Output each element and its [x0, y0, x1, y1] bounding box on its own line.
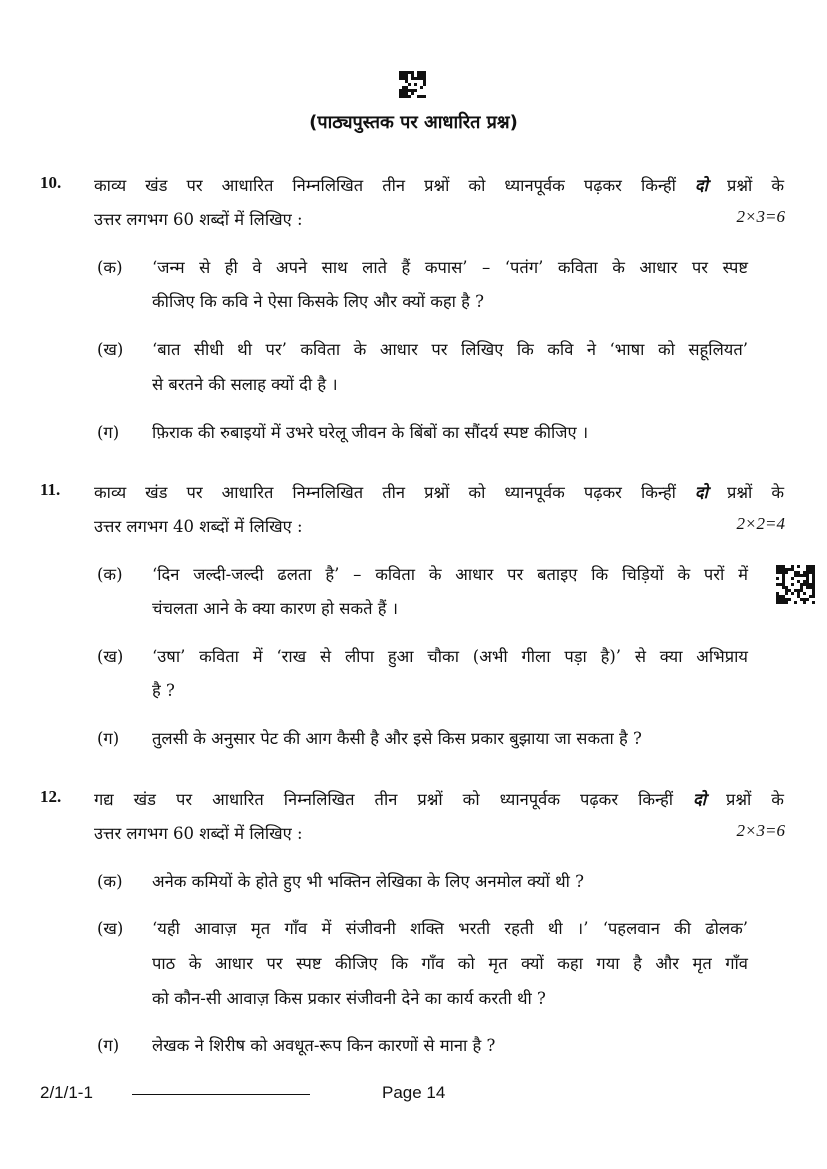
part-text: फ़िराक की रुबाइयों में उभरे घरेलू जीवन के बिंबों का सौंदर्य स्पष्ट कीजिए ।: [152, 423, 589, 442]
part-label: (क): [97, 872, 123, 891]
part-text: ‘दिन जल्दी-जल्दी ढलता है’ – कविता के आधार पर बताइए कि चिड़ियों के परों में: [152, 565, 748, 584]
question-number: 11.: [40, 480, 61, 499]
section-heading: (पाठ्यपुस्तक पर आधारित प्रश्न): [309, 112, 518, 133]
part-text: ‘बात सीधी थी पर’ कविता के आधार पर लिखिए कि कवि ने ‘भाषा को सहूलियत’: [152, 340, 748, 359]
marks: 2×3=6: [736, 821, 785, 840]
qr-code-icon: [399, 71, 426, 98]
part-label: (ग): [97, 729, 120, 748]
part-label: (ख): [97, 340, 124, 359]
paper-code: 2/1/1-1: [40, 1083, 93, 1102]
question-intro: गद्य खंड पर आधारित निम्नलिखित तीन प्रश्नों को ध्यानपूर्वक पढ़कर किन्हीं दो प्रश्नों के: [94, 790, 784, 809]
question-intro: काव्य खंड पर आधारित निम्नलिखित तीन प्रश्नों को ध्यानपूर्वक पढ़कर किन्हीं दो प्रश्नों के: [94, 176, 785, 195]
emphasis-word: दो: [694, 176, 708, 195]
part-text: से बरतने की सलाह क्यों दी है ।: [152, 375, 338, 394]
question-intro-line: उत्तर लगभग 60 शब्दों में लिखिए :: [94, 824, 303, 843]
part-text: ‘उषा’ कविता में ‘राख से लीपा हुआ चौका (अभी गीला पड़ा है)’ से क्या अभिप्राय: [152, 647, 748, 666]
page-number: Page 14: [382, 1083, 446, 1102]
part-text: लेखक ने शिरीष को अवधूत-रूप किन कारणों से माना है ?: [152, 1036, 496, 1055]
part-text: अनेक कमियों के होते हुए भी भक्तिन लेखिका के लिए अनमोल क्यों थी ?: [152, 872, 585, 891]
part-label: (ग): [97, 423, 120, 442]
emphasis-word: दो: [692, 790, 707, 809]
question-intro-line: उत्तर लगभग 60 शब्दों में लिखिए :: [94, 210, 303, 229]
part-label: (क): [97, 565, 123, 584]
part-text: ‘यही आवाज़ मृत गाँव में संजीवनी शक्ति भरती रहती थी ।’ ‘पहलवान की ढोलक’: [152, 919, 748, 938]
part-text: कीजिए कि कवि ने ऐसा किसके लिए और क्यों कहा है ?: [152, 292, 485, 311]
emphasis-word: दो: [694, 483, 708, 502]
part-text: तुलसी के अनुसार पेट की आग कैसी है और इसे किस प्रकार बुझाया जा सकता है ?: [152, 729, 642, 748]
part-text: चंचलता आने के क्या कारण हो सकते हैं ।: [152, 599, 399, 618]
part-text: पाठ के आधार पर स्पष्ट कीजिए कि गाँव को मृत क्यों कहा गया है और मृत गाँव: [152, 954, 748, 973]
question-intro-line: उत्तर लगभग 40 शब्दों में लिखिए :: [94, 517, 303, 536]
part-label: (क): [97, 258, 123, 277]
part-label: (ख): [97, 647, 124, 666]
part-text: है ?: [152, 681, 175, 700]
marks: 2×2=4: [736, 514, 785, 533]
part-text: को कौन-सी आवाज़ किस प्रकार संजीवनी देने का कार्य करती थी ?: [152, 989, 546, 1008]
marks: 2×3=6: [736, 207, 785, 226]
question-intro: काव्य खंड पर आधारित निम्नलिखित तीन प्रश्नों को ध्यानपूर्वक पढ़कर किन्हीं दो प्रश्नों के: [94, 483, 785, 502]
question-number: 12.: [40, 787, 62, 806]
part-label: (ग): [97, 1036, 120, 1055]
part-text: ‘जन्म से ही वे अपने साथ लाते हैं कपास’ – ‘पतंग’ कविता के आधार पर स्पष्ट: [152, 258, 748, 277]
footer-divider: [132, 1094, 310, 1095]
question-number: 10.: [40, 173, 62, 192]
part-label: (ख): [97, 919, 124, 938]
qr-code-icon: [776, 565, 815, 604]
